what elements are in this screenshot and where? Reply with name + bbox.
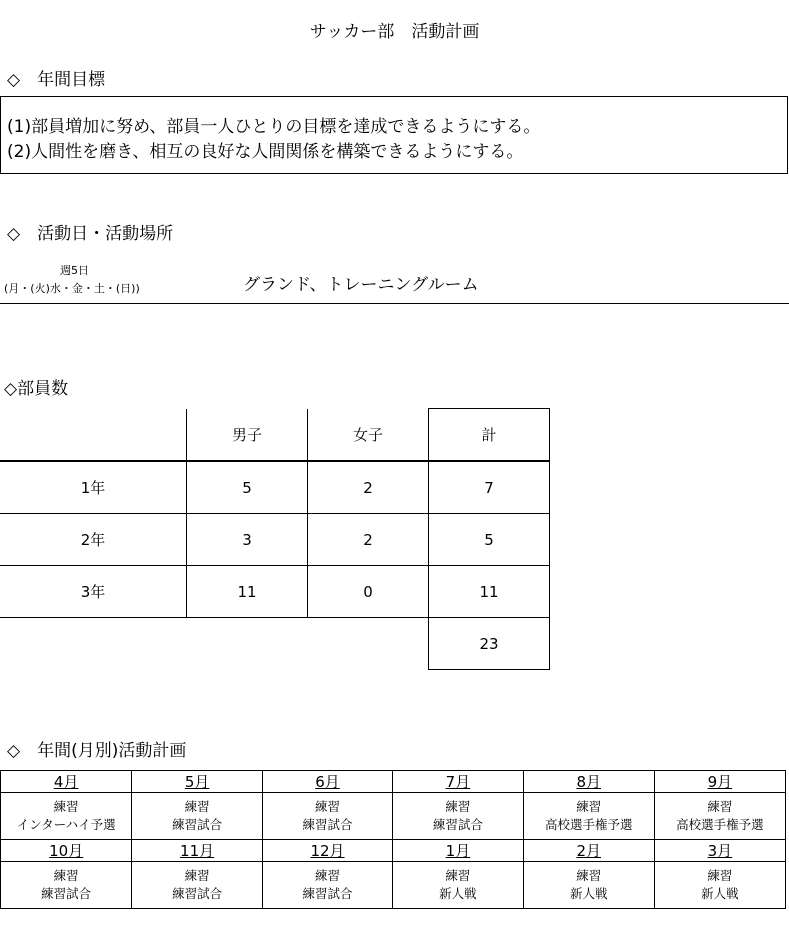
members-female: 2 <box>308 461 429 514</box>
plan-activity-line-2: 新人戦 <box>439 886 477 901</box>
plan-activity-line-1: 練習 <box>707 799 733 814</box>
plan-activity-line-1: 練習 <box>53 868 79 883</box>
plan-activity <box>1 793 132 840</box>
plan-activity-line-2: 練習試合 <box>172 817 223 832</box>
members-grand-total: 23 <box>429 618 550 670</box>
activity-days-detail: (月・(火)水・金・土・(日)) <box>4 282 140 295</box>
plan-activity <box>523 862 654 909</box>
members-grade: 1年 <box>0 461 187 514</box>
plan-activity-line-1: 練習 <box>184 799 210 814</box>
members-male: 5 <box>187 461 308 514</box>
goals-heading: ◇ 年間目標 <box>7 70 106 90</box>
plan-month: 9月 <box>654 771 785 793</box>
plan-month: 5月 <box>132 771 262 793</box>
table-row <box>0 461 550 514</box>
page-title: サッカー部 活動計画 <box>309 22 480 42</box>
plan-activity-row <box>1 793 786 840</box>
table-row <box>0 618 550 670</box>
plan-activity-line-2: 新人戦 <box>701 886 739 901</box>
plan-month: 12月 <box>262 840 392 862</box>
members-header-total: 計 <box>429 409 550 462</box>
plan-activity <box>262 862 392 909</box>
plan-month: 7月 <box>393 771 523 793</box>
members-female: 2 <box>308 514 429 566</box>
members-sum: 7 <box>429 461 550 514</box>
plan-activity <box>654 862 785 909</box>
table-row <box>0 409 550 462</box>
plan-month: 10月 <box>1 840 132 862</box>
members-male: 11 <box>187 566 308 618</box>
goal-line-2: (2)人間性を磨き、相互の良好な人間関係を構築できるようにする。 <box>7 142 524 162</box>
plan-activity-line-1: 練習 <box>315 799 341 814</box>
members-grade: 3年 <box>0 566 187 618</box>
section-divider <box>0 303 789 304</box>
table-row <box>0 514 550 566</box>
plan-activity-line-1: 練習 <box>576 868 602 883</box>
members-female: 0 <box>308 566 429 618</box>
plan-activity-line-2: 練習試合 <box>302 886 353 901</box>
plan-activity-line-1: 練習 <box>315 868 341 883</box>
members-sum: 5 <box>429 514 550 566</box>
table-row <box>0 566 550 618</box>
members-grade: 2年 <box>0 514 187 566</box>
plan-activity <box>393 862 523 909</box>
plan-month: 11月 <box>132 840 262 862</box>
plan-activity <box>393 793 523 840</box>
plan-month: 4月 <box>1 771 132 793</box>
plan-month-row <box>1 840 786 862</box>
plan-month: 6月 <box>262 771 392 793</box>
goals-box <box>0 96 788 174</box>
members-header-male: 男子 <box>187 409 308 462</box>
plan-month-row <box>1 771 786 793</box>
plan-activity-line-2: 練習試合 <box>302 817 353 832</box>
activity-heading: ◇ 活動日・活動場所 <box>7 224 174 244</box>
plan-activity-line-1: 練習 <box>445 799 471 814</box>
plan-activity-row <box>1 862 786 909</box>
plan-activity-line-1: 練習 <box>576 799 602 814</box>
plan-month: 1月 <box>393 840 523 862</box>
members-male: 3 <box>187 514 308 566</box>
plan-activity-line-2: 練習試合 <box>432 817 483 832</box>
monthly-plan-table <box>0 770 786 909</box>
plan-activity-line-2: 高校選手権予選 <box>544 817 633 832</box>
plan-activity <box>1 862 132 909</box>
plan-activity <box>132 793 262 840</box>
plan-activity-line-2: 新人戦 <box>569 886 608 901</box>
plan-activity-line-1: 練習 <box>445 868 471 883</box>
plan-activity-line-1: 練習 <box>53 799 79 814</box>
plan-heading: ◇ 年間(月別)活動計画 <box>7 741 187 761</box>
members-header-blank <box>0 409 187 462</box>
plan-activity <box>262 793 392 840</box>
plan-activity-line-1: 練習 <box>184 868 210 883</box>
plan-activity <box>132 862 262 909</box>
members-sum: 11 <box>429 566 550 618</box>
plan-activity-line-2: 練習試合 <box>41 886 92 901</box>
activity-days-count: 週5日 <box>60 264 89 277</box>
plan-month: 8月 <box>523 771 654 793</box>
goal-line-1: (1)部員増加に努め、部員一人ひとりの目標を達成できるようにする。 <box>7 117 541 137</box>
plan-activity-line-2: 練習試合 <box>172 886 223 901</box>
activity-place: グランド、トレーニングルーム <box>243 275 479 295</box>
members-heading: ◇部員数 <box>4 379 69 399</box>
plan-activity <box>523 793 654 840</box>
plan-month: 2月 <box>523 840 654 862</box>
plan-month: 3月 <box>654 840 785 862</box>
plan-activity-line-1: 練習 <box>707 868 733 883</box>
members-table <box>0 408 550 670</box>
plan-activity-line-2: 高校選手権予選 <box>676 817 764 832</box>
plan-activity-line-2: インターハイ予選 <box>16 817 116 832</box>
members-header-female: 女子 <box>308 409 429 462</box>
plan-activity <box>654 793 785 840</box>
